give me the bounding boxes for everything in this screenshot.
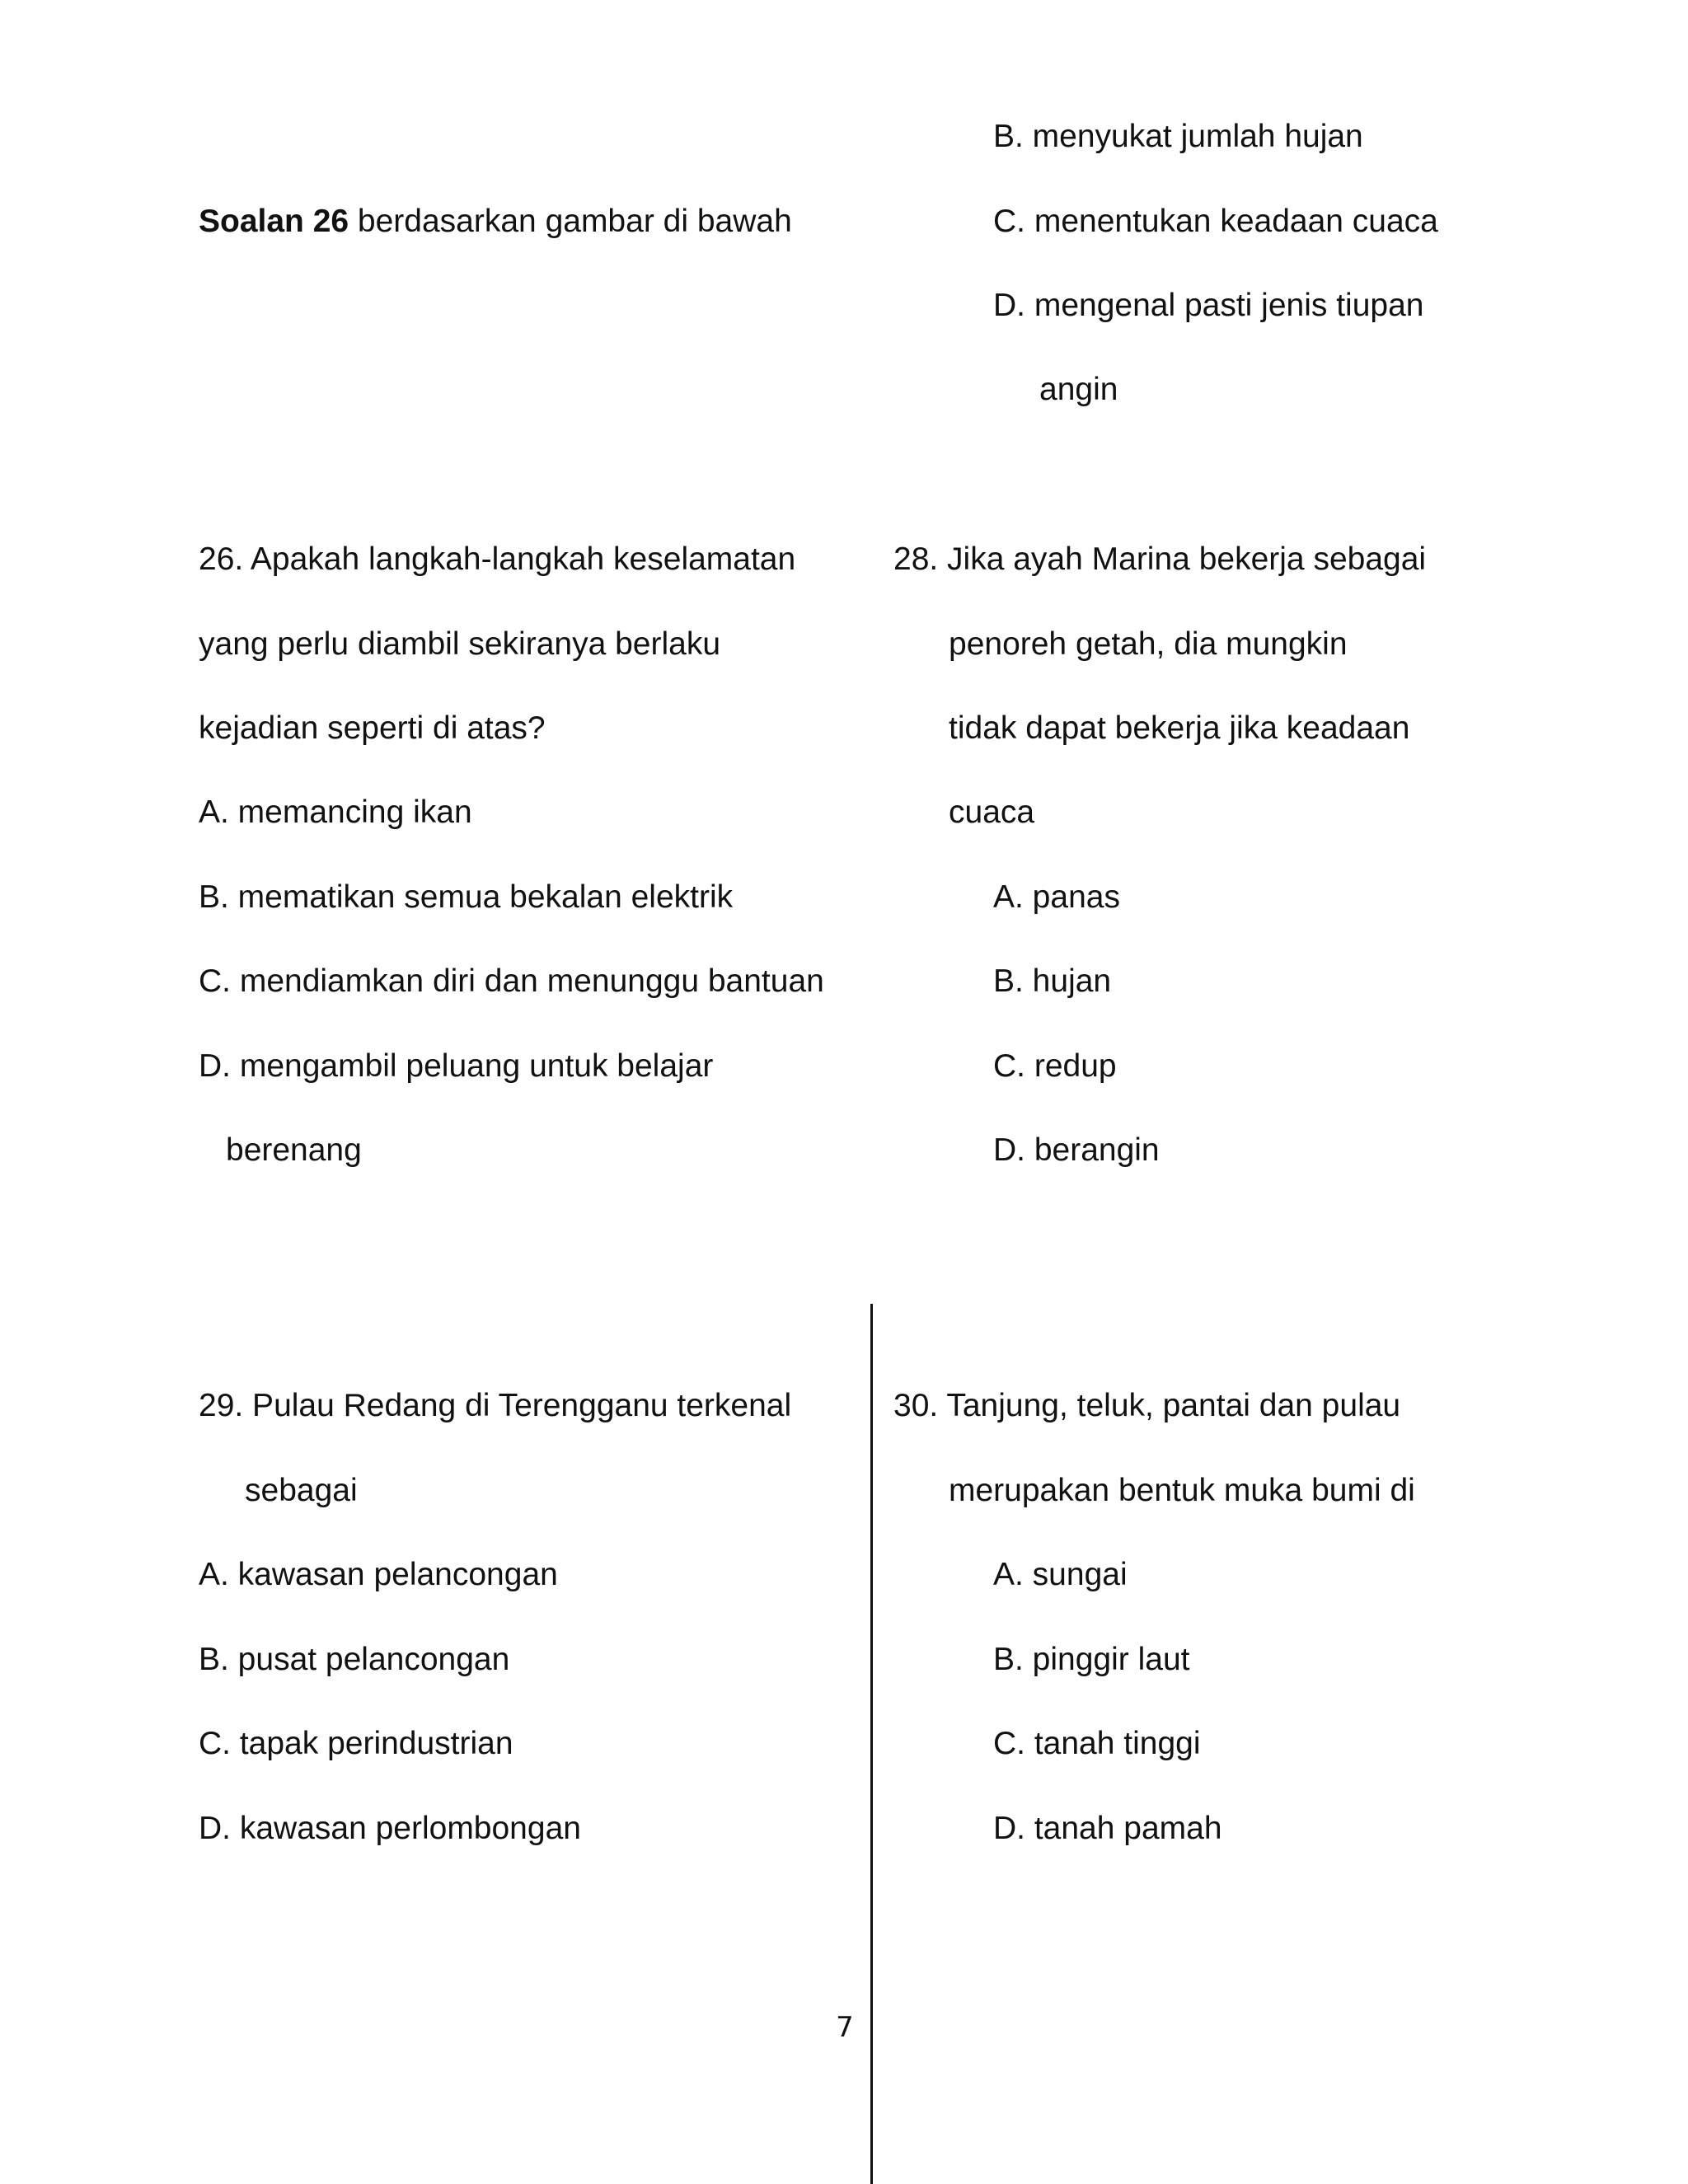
page-number: 7 [836,2011,854,2044]
q25-option-d-line1: D. mengenal pasti jenis tiupan [993,288,1424,323]
column-divider [870,1304,873,2184]
q28-option-c: C. redup [993,1048,1117,1084]
q30-option-c: C. tanah tinggi [993,1726,1201,1761]
q28-option-a: A. panas [993,879,1120,915]
q29-option-c: C. tapak perindustrian [199,1726,513,1761]
q29-option-d: D. kawasan perlombongan [199,1811,581,1846]
q26-option-d-line2: berenang [226,1132,362,1168]
q26-intro-rest: berdasarkan gambar di bawah [349,204,792,239]
q28-stem-line3: tidak dapat bekerja jika keadaan [949,710,1410,746]
q29-stem-line2: sebagai [245,1473,358,1508]
q26-option-a: A. memancing ikan [199,794,472,830]
q30-stem-line1: 30. Tanjung, teluk, pantai dan pulau [893,1388,1401,1423]
q28-option-d: D. berangin [993,1132,1160,1168]
q26-option-c: C. mendiamkan diri dan menunggu bantuan [199,963,824,999]
q28-stem-line1: 28. Jika ayah Marina bekerja sebagai [893,541,1427,577]
q29-option-a: A. kawasan pelancongan [199,1557,558,1592]
q30-option-d: D. tanah pamah [993,1811,1222,1846]
q30-option-b: B. pinggir laut [993,1642,1190,1677]
q30-stem-line2: merupakan bentuk muka bumi di [949,1473,1415,1508]
q28-stem-line2: penoreh getah, dia mungkin [949,626,1348,662]
q26-intro [199,202,792,241]
q26-stem-line3: kejadian seperti di atas? [199,710,546,746]
q28-option-b: B. hujan [993,963,1112,999]
q26-intro-bold: Soalan 26 [199,204,349,239]
q26-stem-line1: 26. Apakah langkah-langkah keselamatan [199,541,796,577]
q26-option-d-line1: D. mengambil peluang untuk belajar [199,1048,714,1084]
q29-stem-line1: 29. Pulau Redang di Terengganu terkenal [199,1388,792,1423]
q25-option-b: B. menyukat jumlah hujan [993,119,1363,154]
q25-option-d-line2: angin [1039,372,1118,407]
q26-stem-line2: yang perlu diambil sekiranya berlaku [199,626,721,662]
q30-option-a: A. sungai [993,1557,1128,1592]
q28-stem-line4: cuaca [949,794,1035,830]
q29-option-b: B. pusat pelancongan [199,1642,510,1677]
q25-option-c: C. menentukan keadaan cuaca [993,204,1438,239]
q26-option-b: B. mematikan semua bekalan elektrik [199,879,734,915]
